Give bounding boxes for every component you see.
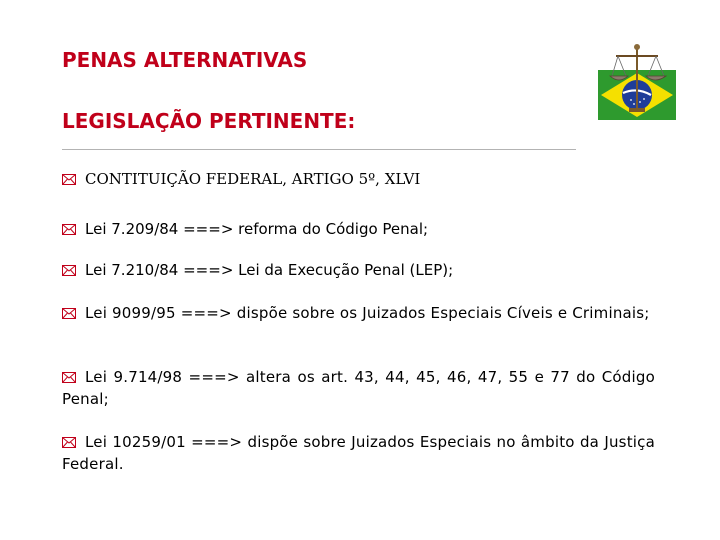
envelope-icon [62,372,76,383]
list-item [62,259,655,281]
envelope-icon [62,437,76,448]
list-item [62,218,655,240]
list-item [62,168,655,190]
list-item [62,302,655,324]
title-divider [62,149,576,150]
list-item-text: CONTITUIÇÃO FEDERAL, ARTIGO 5º, XLVI [85,170,421,188]
list-item [62,366,655,410]
list-item [62,431,655,475]
envelope-icon [62,224,76,235]
slide-title: PENAS ALTERNATIVAS [62,48,308,72]
list-item-text: Lei 9.714/98 ===> altera os art. 43, 44, 45, 46, 47, 55 e 77 do Código Penal; [62,368,655,408]
brazil-flag-with-scales-of-justice-icon [596,42,678,122]
list-item-text: Lei 7.210/84 ===> Lei da Execução Penal (LEP); [85,261,454,279]
list-item-text: Lei 9099/95 ===> dispõe sobre os Juizados Especiais Cíveis e Criminais; [85,304,650,322]
list-item-text: Lei 7.209/84 ===> reforma do Código Penal; [85,220,429,238]
list-item-text: Lei 10259/01 ===> dispõe sobre Juizados Especiais no âmbito da Justiça Federal. [62,433,655,473]
envelope-icon [62,265,76,276]
envelope-icon [62,308,76,319]
envelope-icon [62,174,76,185]
slide-subtitle: LEGISLAÇÃO PERTINENTE: [62,109,356,133]
